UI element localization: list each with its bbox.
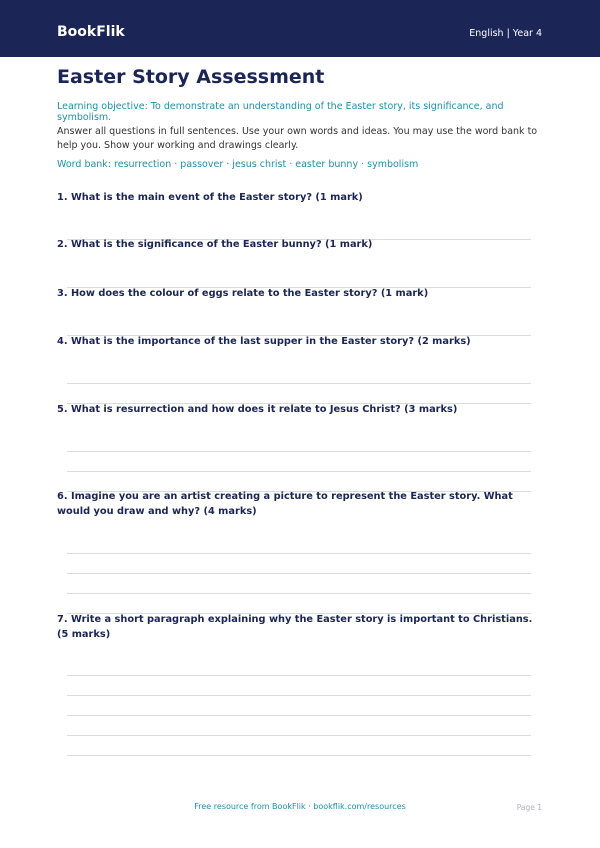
answer-line[interactable]	[67, 471, 531, 472]
answer-line[interactable]	[67, 675, 531, 676]
answer-line[interactable]	[67, 593, 531, 594]
question-1: 1. What is the main event of the Easter story? (1 mark)	[57, 192, 363, 203]
learning-objective: Learning objective: To demonstrate an understanding of the Easter story, its significance, and symbolism.	[57, 101, 504, 123]
word-bank: Word bank: resurrection · passover · jesus christ · easter bunny · symbolism	[57, 159, 419, 170]
answer-line[interactable]	[67, 715, 531, 716]
page-title: Easter Story Assessment	[57, 66, 325, 88]
answer-line[interactable]	[67, 755, 531, 756]
question-4: 4. What is the importance of the last supper in the Easter story? (2 marks)	[57, 336, 471, 347]
instructions: Answer all questions in full sentences. Use your own words and ideas. You may use the word bank to help you. Show your working and drawings clearly.	[57, 126, 538, 151]
answer-line[interactable]	[67, 383, 531, 384]
page-number: Page 1	[516, 803, 542, 812]
question-5: 5. What is resurrection and how does it relate to Jesus Christ? (3 marks)	[57, 404, 458, 415]
question-2: 2. What is the significance of the Easter bunny? (1 mark)	[57, 239, 373, 250]
brand-logo: BookFlik	[57, 24, 125, 40]
answer-line[interactable]	[67, 695, 531, 696]
answer-line[interactable]	[67, 735, 531, 736]
answer-line[interactable]	[67, 573, 531, 574]
subject-year: English | Year 4	[469, 28, 542, 39]
question-6: 6. Imagine you are an artist creating a picture to represent the Easter story. What would you draw and why? (4 marks)	[57, 491, 513, 517]
question-3: 3. How does the colour of eggs relate to the Easter story? (1 mark)	[57, 288, 429, 299]
answer-line[interactable]	[67, 451, 531, 452]
page-header	[0, 0, 600, 57]
answer-line[interactable]	[67, 553, 531, 554]
footer-link[interactable]: Free resource from BookFlik · bookflik.com/resources	[194, 802, 406, 811]
question-7: 7. Write a short paragraph explaining why the Easter story is important to Christians. (5 marks)	[57, 614, 533, 640]
